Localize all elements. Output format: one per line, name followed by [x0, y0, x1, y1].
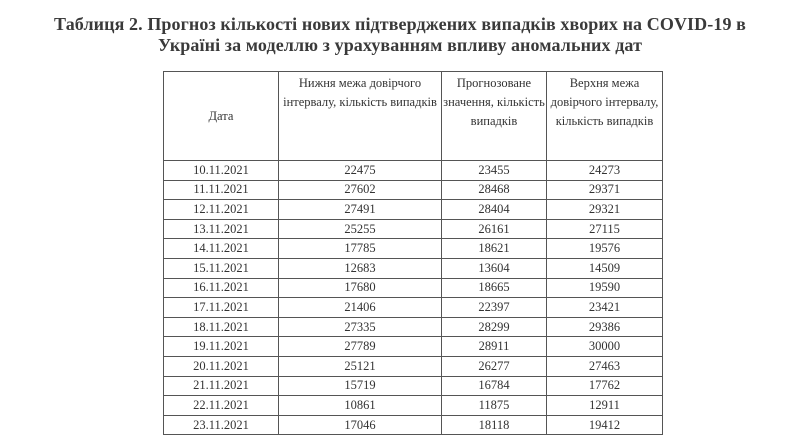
upper-bound-cell: 23421 [547, 298, 663, 318]
date-cell: 22.11.2021 [164, 396, 279, 416]
lower-bound-cell: 15719 [279, 376, 442, 396]
date-cell: 11.11.2021 [164, 180, 279, 200]
forecast-cell: 11875 [442, 396, 547, 416]
lower-bound-cell: 22475 [279, 161, 442, 181]
header-date: Дата [164, 72, 279, 161]
table-row [164, 317, 663, 337]
date-cell: 18.11.2021 [164, 317, 279, 337]
lower-bound-cell: 27335 [279, 317, 442, 337]
table-caption-line-2: Україні за моделлю з урахуванням впливу аномальних дат [157, 35, 643, 55]
table-row [164, 337, 663, 357]
table-row [164, 161, 663, 181]
upper-bound-cell: 17762 [547, 376, 663, 396]
table-row [164, 219, 663, 239]
date-cell: 23.11.2021 [164, 415, 279, 435]
header-lower-bound: Нижня межа довірчого інтервалу, кількість випадків [279, 72, 442, 161]
table-row [164, 376, 663, 396]
lower-bound-cell: 27491 [279, 200, 442, 220]
lower-bound-cell: 17680 [279, 278, 442, 298]
forecast-cell: 18665 [442, 278, 547, 298]
forecast-cell: 22397 [442, 298, 547, 318]
lower-bound-cell: 25121 [279, 356, 442, 376]
date-cell: 20.11.2021 [164, 356, 279, 376]
forecast-cell: 16784 [442, 376, 547, 396]
date-cell: 19.11.2021 [164, 337, 279, 357]
upper-bound-cell: 19576 [547, 239, 663, 259]
lower-bound-cell: 21406 [279, 298, 442, 318]
upper-bound-cell: 14509 [547, 258, 663, 278]
forecast-cell: 28404 [442, 200, 547, 220]
header-forecast: Прогнозоване значення, кількість випадків [442, 72, 547, 161]
table-row [164, 200, 663, 220]
upper-bound-cell: 29321 [547, 200, 663, 220]
upper-bound-cell: 27115 [547, 219, 663, 239]
header-upper-bound: Верхня межа довірчого інтервалу, кількість випадків [547, 72, 663, 161]
table-header-row [164, 72, 663, 161]
forecast-cell: 28911 [442, 337, 547, 357]
date-cell: 14.11.2021 [164, 239, 279, 259]
forecast-cell: 28468 [442, 180, 547, 200]
date-cell: 13.11.2021 [164, 219, 279, 239]
table-caption-line-1: Таблиця 2. Прогноз кількості нових підтверджених випадків хворих на COVID-19 в [54, 14, 746, 34]
table-row [164, 239, 663, 259]
forecast-cell: 23455 [442, 161, 547, 181]
table-row [164, 258, 663, 278]
lower-bound-cell: 12683 [279, 258, 442, 278]
table-row [164, 396, 663, 416]
forecast-cell: 18621 [442, 239, 547, 259]
date-cell: 17.11.2021 [164, 298, 279, 318]
upper-bound-cell: 19412 [547, 415, 663, 435]
table-row [164, 278, 663, 298]
table-body [164, 161, 663, 435]
forecast-cell: 28299 [442, 317, 547, 337]
upper-bound-cell: 27463 [547, 356, 663, 376]
lower-bound-cell: 17046 [279, 415, 442, 435]
table-row [164, 415, 663, 435]
date-cell: 21.11.2021 [164, 376, 279, 396]
upper-bound-cell: 29386 [547, 317, 663, 337]
forecast-cell: 13604 [442, 258, 547, 278]
lower-bound-cell: 27602 [279, 180, 442, 200]
lower-bound-cell: 17785 [279, 239, 442, 259]
table-row [164, 298, 663, 318]
upper-bound-cell: 29371 [547, 180, 663, 200]
date-cell: 16.11.2021 [164, 278, 279, 298]
upper-bound-cell: 30000 [547, 337, 663, 357]
forecast-cell: 18118 [442, 415, 547, 435]
date-cell: 12.11.2021 [164, 200, 279, 220]
table-row [164, 180, 663, 200]
forecast-table [163, 71, 663, 435]
lower-bound-cell: 27789 [279, 337, 442, 357]
upper-bound-cell: 19590 [547, 278, 663, 298]
lower-bound-cell: 10861 [279, 396, 442, 416]
date-cell: 10.11.2021 [164, 161, 279, 181]
forecast-cell: 26277 [442, 356, 547, 376]
upper-bound-cell: 24273 [547, 161, 663, 181]
forecast-cell: 26161 [442, 219, 547, 239]
table-row [164, 356, 663, 376]
date-cell: 15.11.2021 [164, 258, 279, 278]
upper-bound-cell: 12911 [547, 396, 663, 416]
lower-bound-cell: 25255 [279, 219, 442, 239]
table-caption [0, 14, 800, 56]
